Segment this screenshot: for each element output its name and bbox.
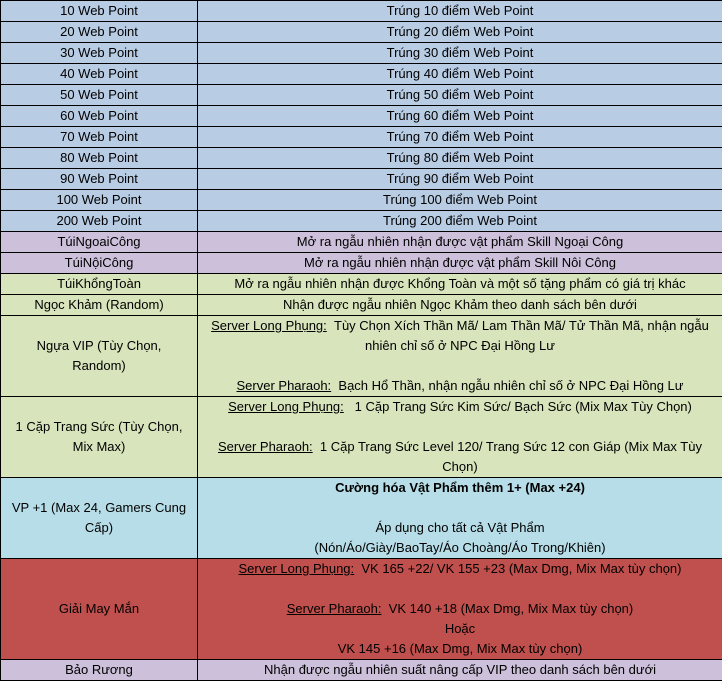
item-name: 40 Web Point [1,64,198,85]
item-reward: Trúng 80 điểm Web Point [198,148,722,169]
item-reward: Mở ra ngẫu nhiên nhận được Khổng Toàn và một số tặng phẩm có giá trị khác [198,274,722,295]
table-row [1,169,722,190]
table-row [1,253,722,274]
table-row [1,295,722,316]
item-reward: Server Long Phụng: 1 Cặp Trang Sức Kim Sức/ Bạch Sức (Mix Max Tùy Chọn) Server Pharaoh: 1 Cặp Trang Sức Level 120/ Trang Sức 12 con Giáp (Mix Max Tùy Chọn) [198,397,722,478]
item-reward: Server Long Phụng: VK 165 +22/ VK 155 +23 (Max Dmg, Mix Max tùy chọn) Server Pharaoh: VK 140 +18 (Max Dmg, Mix Max tùy chọn) Hoặc VK 145 +16 (Max Dmg, Mix Max tùy chọn) [198,559,722,660]
item-name: 50 Web Point [1,85,198,106]
table-row [1,660,722,681]
item-name: Giải May Mắn [1,559,198,660]
item-reward: Trúng 200 điểm Web Point [198,211,722,232]
table-row [1,1,722,22]
item-reward: Nhận được ngẫu nhiên suất nâng cấp VIP theo danh sách bên dưới [198,660,722,681]
item-reward: Trúng 100 điểm Web Point [198,190,722,211]
item-reward: Trúng 50 điểm Web Point [198,85,722,106]
server-label: Server Pharaoh: [287,601,382,616]
server-label: Server Long Phụng: [228,399,344,414]
server-label: Server Long Phụng: [239,561,355,576]
web-point-rows [1,1,722,232]
item-name: Ngựa VIP (Tùy Chọn, Random) [1,316,198,397]
item-name: 1 Cặp Trang Sức (Tùy Chọn, Mix Max) [1,397,198,478]
item-name: 80 Web Point [1,148,198,169]
item-reward: Trúng 30 điểm Web Point [198,43,722,64]
item-name: VP +1 (Max 24, Gamers Cung Cấp) [1,478,198,559]
item-name: 10 Web Point [1,1,198,22]
table-row [1,190,722,211]
item-name: 70 Web Point [1,127,198,148]
table-row [1,127,722,148]
item-name: TúiKhổngToàn [1,274,198,295]
item-reward: Mở ra ngẫu nhiên nhận được vật phẩm Skill Ngoại Công [198,232,722,253]
item-name: 100 Web Point [1,190,198,211]
table-row [1,211,722,232]
item-name: 30 Web Point [1,43,198,64]
table-row [1,316,722,397]
item-name: Bảo Rương [1,660,198,681]
table-row [1,22,722,43]
table-row [1,397,722,478]
server-label: Server Pharaoh: [218,439,313,454]
table-row [1,85,722,106]
item-name: TúiNgoaiCông [1,232,198,253]
item-name: Ngọc Khảm (Random) [1,295,198,316]
item-reward: Trúng 40 điểm Web Point [198,64,722,85]
table-row [1,559,722,660]
item-name: 90 Web Point [1,169,198,190]
item-reward: Server Long Phụng: Tùy Chọn Xích Thần Mã/ Lam Thần Mã/ Tử Thần Mã, nhận ngẫu nhiên chỉ số ở NPC Đại Hồng Lư Server Pharaoh: Bạch Hổ Thần, nhận ngẫu nhiên chỉ số ở NPC Đại Hồng Lư [198,316,722,397]
table-row [1,106,722,127]
item-reward: Trúng 90 điểm Web Point [198,169,722,190]
item-reward: Cường hóa Vật Phẩm thêm 1+ (Max +24) Áp dụng cho tất cả Vật Phẩm (Nón/Áo/Giày/BaoTay/Áo Choàng/Áo Trong/Khiên) [198,478,722,559]
item-reward: Trúng 70 điểm Web Point [198,127,722,148]
table-row [1,43,722,64]
table-row [1,232,722,253]
table-row [1,478,722,559]
item-name: 20 Web Point [1,22,198,43]
item-reward: Mở ra ngẫu nhiên nhận được vật phẩm Skill Nôi Công [198,253,722,274]
item-name: 200 Web Point [1,211,198,232]
table-row [1,274,722,295]
table-row [1,64,722,85]
item-name: TúiNộiCông [1,253,198,274]
server-label: Server Pharaoh: [237,378,332,393]
item-reward: Nhận được ngẫu nhiên Ngọc Khảm theo danh sách bên dưới [198,295,722,316]
item-reward: Trúng 20 điểm Web Point [198,22,722,43]
item-reward: Trúng 60 điểm Web Point [198,106,722,127]
item-reward: Trúng 10 điểm Web Point [198,1,722,22]
table-row [1,148,722,169]
item-name: 60 Web Point [1,106,198,127]
server-label: Server Long Phụng: [211,318,327,333]
